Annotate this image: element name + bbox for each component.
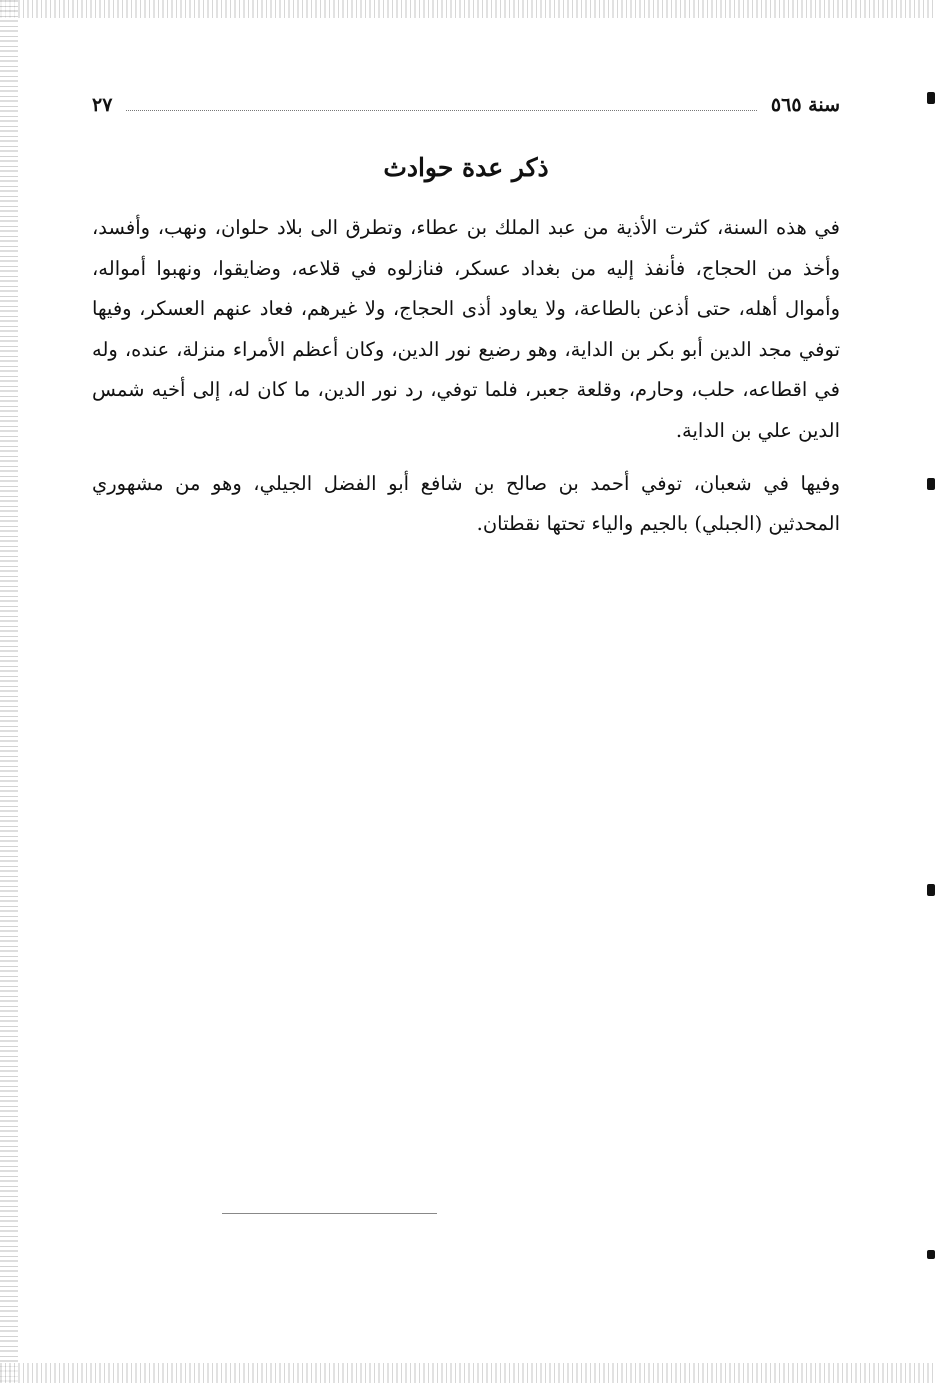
edge-mark	[927, 884, 935, 896]
running-head: سنة ٥٦٥	[770, 94, 840, 116]
scan-border-top	[0, 0, 935, 18]
body-text	[92, 208, 840, 545]
edge-mark	[927, 92, 935, 104]
scan-border-bottom	[0, 1363, 935, 1383]
paragraph: في هذه السنة، كثرت الأذية من عبد الملك بن عطاء، وتطرق الى بلاد حلوان، ونهب، وأفسد، وأخذ من الحجاج، فأنفذ إليه من بغداد عسكر، فنازلوه في قلاعه، وضايقوا، ونهبوا أمواله، وأموال أهله، حتى أذعن بالطاعة، ولا يعاود أذى الحجاج، ولا غيرهم، فعاد عنهم العسكر، وفيها توفي مجد الدين أبو بكر بن الداية، وهو رضيع نور الدين، وكان أعظم الأمراء منزلة، عنده، وله في اقطاعه، حلب، وحارم، وقلعة جعبر، فلما توفي، رد نور الدين، ما كان له، إلى أخيه شمس الدين علي بن الداية.	[92, 216, 840, 442]
page-header	[92, 92, 840, 116]
paragraph: وفيها في شعبان، توفي أحمد بن صالح بن شافع أبو الفضل الجيلي، وهو من مشهوري المحدثين (الجبلي) بالجيم والياء تحتها نقطتان.	[92, 471, 840, 536]
edge-mark	[927, 1250, 935, 1259]
footnote-rule	[222, 1213, 437, 1214]
header-dotted-leader	[126, 110, 756, 111]
section-title: ذكر عدة حوادث	[383, 153, 549, 182]
page-number: ٢٧	[92, 94, 113, 116]
scan-border-left	[0, 0, 18, 1383]
edge-mark	[927, 478, 935, 490]
